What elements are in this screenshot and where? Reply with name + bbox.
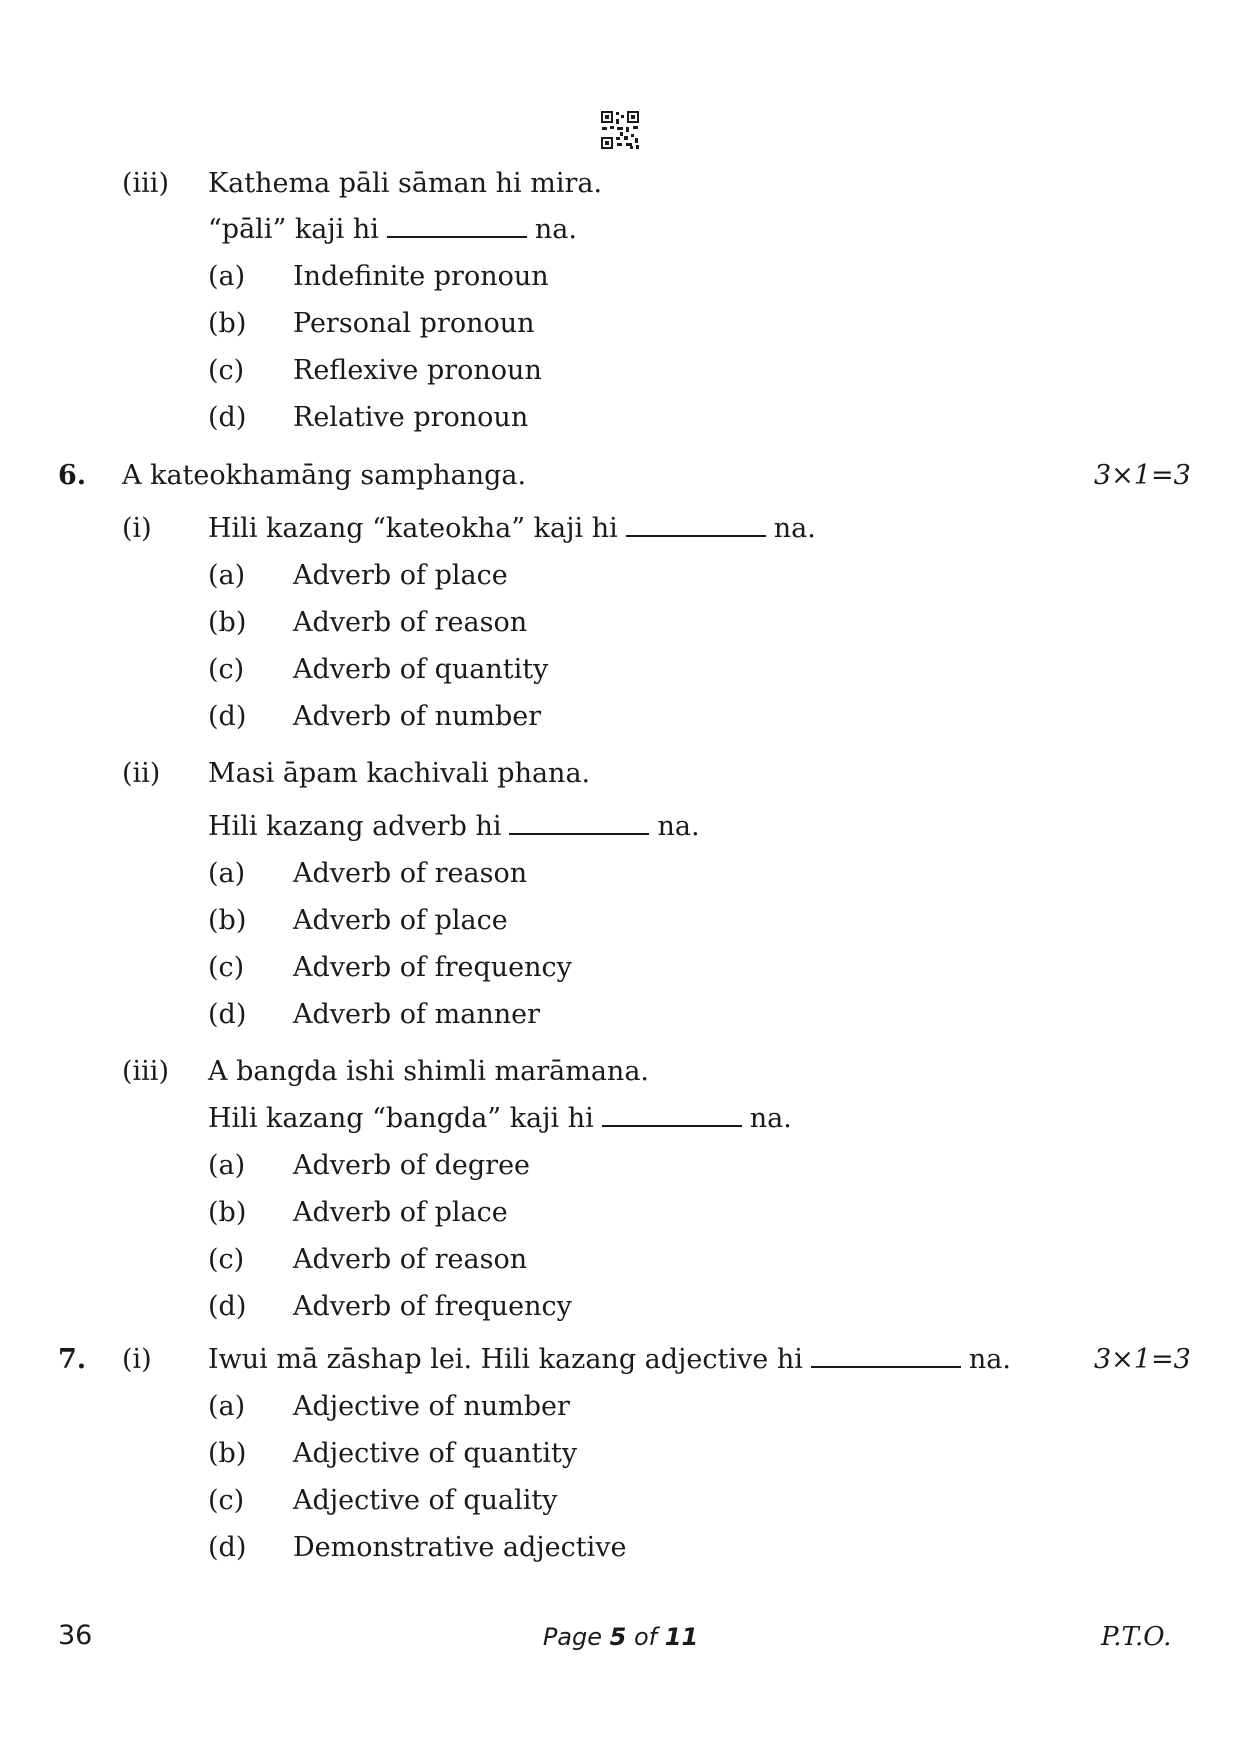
option-text: Adverb of number: [293, 701, 542, 732]
question-prompt: Hili kazang “bangda” kaji hi na.: [208, 1103, 792, 1134]
option-text: Adverb of reason: [293, 1244, 528, 1275]
answer-blank: [602, 1121, 742, 1127]
option-label: (b): [208, 1438, 247, 1469]
sub-question-number: (i): [122, 1344, 152, 1375]
option-label: (b): [208, 905, 247, 936]
option-label: (a): [208, 858, 246, 889]
option-label: (c): [208, 654, 245, 685]
question-sentence: Masi āpam kachivali phana.: [208, 758, 591, 789]
option-label: (b): [208, 1197, 247, 1228]
sub-question-number: (iii): [122, 168, 169, 199]
option-text: Demonstrative adjective: [293, 1532, 627, 1563]
sub-question-number: (i): [122, 513, 152, 544]
question-prompt: Hili kazang “kateokha” kaji hi na.: [208, 513, 816, 544]
question-sentence: A bangda ishi shimli marāmana.: [208, 1056, 650, 1087]
option-text: Adverb of place: [293, 560, 508, 591]
pto-label: P.T.O.: [1101, 1622, 1172, 1652]
option-text: Adverb of frequency: [293, 952, 572, 983]
question-number: 6.: [58, 460, 87, 491]
option-label: (a): [208, 261, 246, 292]
option-text: Adverb of manner: [293, 999, 540, 1030]
option-text: Adverb of quantity: [293, 654, 549, 685]
option-text: Adverb of degree: [293, 1150, 531, 1181]
question-prompt: Hili kazang adverb hi na.: [208, 811, 700, 842]
option-label: (a): [208, 560, 246, 591]
marks-allocation: 3×1=3: [1094, 1344, 1191, 1375]
option-label: (c): [208, 355, 245, 386]
question-prompt: “pāli” kaji hi na.: [208, 214, 577, 245]
answer-blank: [811, 1362, 961, 1368]
question-prompt: Iwui mā zāshap lei. Hili kazang adjective hi na.: [208, 1344, 1011, 1375]
option-text: Adjective of quality: [293, 1485, 558, 1516]
option-text: Indefinite pronoun: [293, 261, 549, 292]
option-label: (c): [208, 1485, 245, 1516]
option-label: (d): [208, 402, 247, 433]
option-text: Personal pronoun: [293, 308, 535, 339]
option-label: (d): [208, 999, 247, 1030]
option-label: (d): [208, 1291, 247, 1322]
option-text: Adverb of frequency: [293, 1291, 572, 1322]
option-label: (b): [208, 308, 247, 339]
qr-code-icon: [600, 110, 640, 150]
answer-blank: [387, 232, 527, 238]
marks-allocation: 3×1=3: [1094, 460, 1191, 491]
option-text: Adjective of quantity: [293, 1438, 578, 1469]
option-text: Adjective of number: [293, 1391, 570, 1422]
option-label: (d): [208, 1532, 247, 1563]
option-text: Adverb of place: [293, 1197, 508, 1228]
option-label: (a): [208, 1150, 246, 1181]
option-text: Adverb of reason: [293, 858, 528, 889]
option-text: Adverb of reason: [293, 607, 528, 638]
option-label: (c): [208, 952, 245, 983]
question-sentence: Kathema pāli sāman hi mira.: [208, 168, 603, 199]
answer-blank: [626, 531, 766, 537]
sub-question-number: (ii): [122, 758, 161, 789]
paper-code: 36: [58, 1620, 93, 1651]
question-title: A kateokhamāng samphanga.: [122, 460, 527, 491]
option-text: Reflexive pronoun: [293, 355, 542, 386]
option-label: (c): [208, 1244, 245, 1275]
page-indicator: Page 5 of 11: [542, 1623, 699, 1651]
option-text: Adverb of place: [293, 905, 508, 936]
question-number: 7.: [58, 1344, 87, 1375]
option-label: (d): [208, 701, 247, 732]
option-label: (a): [208, 1391, 246, 1422]
option-text: Relative pronoun: [293, 402, 529, 433]
answer-blank: [509, 829, 649, 835]
option-label: (b): [208, 607, 247, 638]
sub-question-number: (iii): [122, 1056, 169, 1087]
